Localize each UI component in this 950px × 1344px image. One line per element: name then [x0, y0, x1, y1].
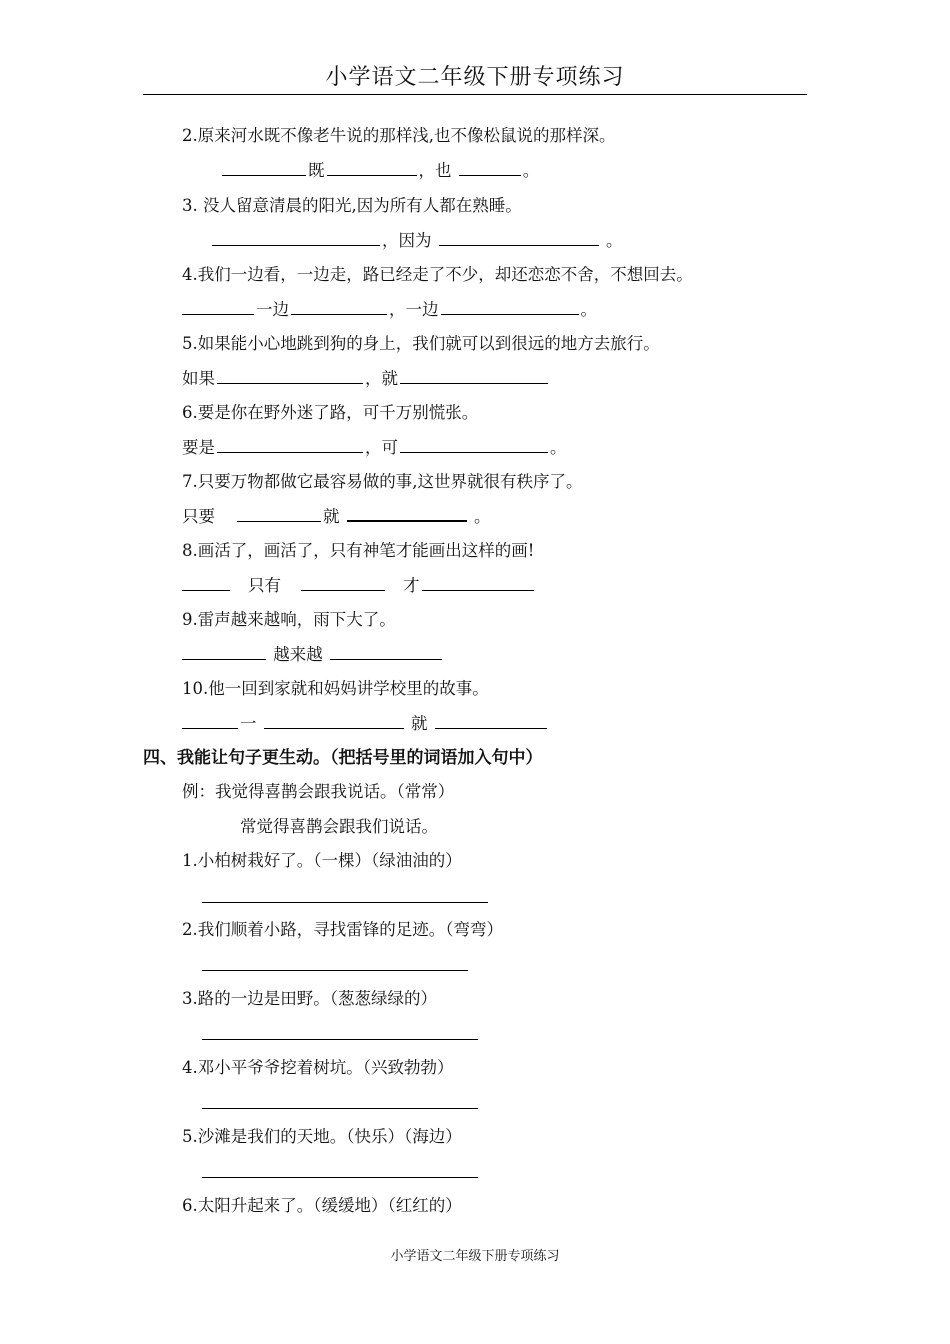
answer-blank[interactable] [459, 161, 521, 176]
question-8-sentence: 8.画活了，画活了，只有神笔才能画出这样的画! [182, 541, 535, 560]
answer-blank[interactable] [182, 576, 230, 591]
question-6-sentence: 6.要是你在野外迷了路，可千万别慌张。 [182, 403, 479, 422]
answer-blank[interactable] [212, 231, 380, 246]
question-10-fill: 一 就 [182, 712, 549, 736]
answer-line[interactable] [202, 902, 488, 903]
rewrite-question-4: 4.邓小平爷爷挖着树坑。（兴致勃勃） [182, 1058, 454, 1077]
question-9 [182, 608, 396, 632]
rewrite-question-2: 2.我们顺着小路，寻找雷锋的足迹。（弯弯） [182, 920, 503, 939]
answer-line[interactable] [202, 1177, 478, 1178]
answer-blank[interactable] [439, 231, 599, 246]
rewrite-question-1: 1.小柏树栽好了。（一棵）（绿油油的） [182, 851, 462, 870]
rewrite-question-3: 3.路的一边是田野。（葱葱绿绿的） [182, 989, 437, 1008]
answer-blank[interactable] [182, 645, 266, 660]
example-sentence: 例：我觉得喜鹊会跟我说话。（常常） [182, 782, 455, 801]
question-2 [182, 124, 616, 148]
question-2-sentence: 2.原来河水既不像老牛说的那样浅,也不像松鼠说的那样深。 [182, 126, 616, 145]
question-8 [182, 539, 534, 563]
section-4-title: 四、我能让句子更生动。（把括号里的词语加入句中） [143, 748, 543, 768]
rewrite-question-6: 6.太阳升起来了。（缓缓地）（红红的） [182, 1196, 462, 1215]
answer-blank[interactable] [217, 438, 363, 453]
answer-line[interactable] [202, 970, 468, 971]
answer-blank[interactable] [237, 507, 321, 522]
answer-blank[interactable] [441, 300, 579, 315]
example-answer: 常觉得喜鹊会跟我们说话。 [240, 817, 438, 836]
question-5 [182, 332, 660, 356]
question-3-fill: ，因为 。 [210, 229, 623, 253]
answer-blank[interactable] [217, 369, 363, 384]
page-header [143, 62, 807, 95]
question-7 [182, 470, 583, 494]
question-9-sentence: 9.雷声越来越响，雨下大了。 [182, 610, 396, 629]
answer-blank[interactable] [435, 714, 547, 729]
answer-blank[interactable] [222, 161, 306, 176]
footer-text: 小学语文二年级下册专项练习 [390, 1249, 560, 1264]
question-4 [182, 263, 693, 287]
page-footer [0, 1247, 950, 1267]
answer-line[interactable] [202, 1039, 478, 1040]
rewrite-question-5: 5.沙滩是我们的天地。（快乐）（海边） [182, 1127, 462, 1146]
question-7-sentence: 7.只要万物都做它最容易做的事,这世界就很有秩序了。 [182, 472, 583, 491]
question-5-sentence: 5.如果能小心地跳到狗的身上，我们就可以到很远的地方去旅行。 [182, 334, 660, 353]
answer-blank[interactable] [422, 576, 534, 591]
question-2-fill: 既 ，也 。 [220, 159, 539, 183]
question-6 [182, 401, 478, 425]
question-4-fill: 一边 ，一边 。 [182, 298, 597, 322]
answer-blank[interactable] [301, 576, 385, 591]
answer-blank[interactable] [347, 506, 467, 522]
question-3 [182, 194, 522, 218]
question-3-sentence: 3. 没人留意清晨的阳光,因为所有人都在熟睡。 [182, 196, 522, 215]
answer-blank[interactable] [330, 645, 442, 660]
answer-blank[interactable] [182, 714, 238, 729]
header-title: 小学语文二年级下册专项练习 [325, 65, 625, 90]
answer-blank[interactable] [264, 714, 404, 729]
question-9-fill: 越来越 [182, 643, 444, 667]
answer-blank[interactable] [291, 300, 387, 315]
answer-blank[interactable] [182, 300, 254, 315]
answer-blank[interactable] [400, 369, 548, 384]
question-10 [182, 677, 489, 701]
question-6-fill: 要是 ，可 。 [182, 438, 567, 457]
question-8-fill: 只有 才 [182, 574, 536, 598]
answer-blank[interactable] [327, 161, 417, 176]
question-7-fill: 只要 就 。 [182, 507, 491, 526]
answer-line[interactable] [202, 1108, 478, 1109]
question-5-fill: 如果 ，就 [182, 367, 550, 391]
question-4-sentence: 4.我们一边看，一边走，路已经走了不少，却还恋恋不舍，不想回去。 [182, 265, 693, 284]
answer-blank[interactable] [400, 438, 548, 453]
question-10-sentence: 10.他一回到家就和妈妈讲学校里的故事。 [182, 679, 489, 698]
